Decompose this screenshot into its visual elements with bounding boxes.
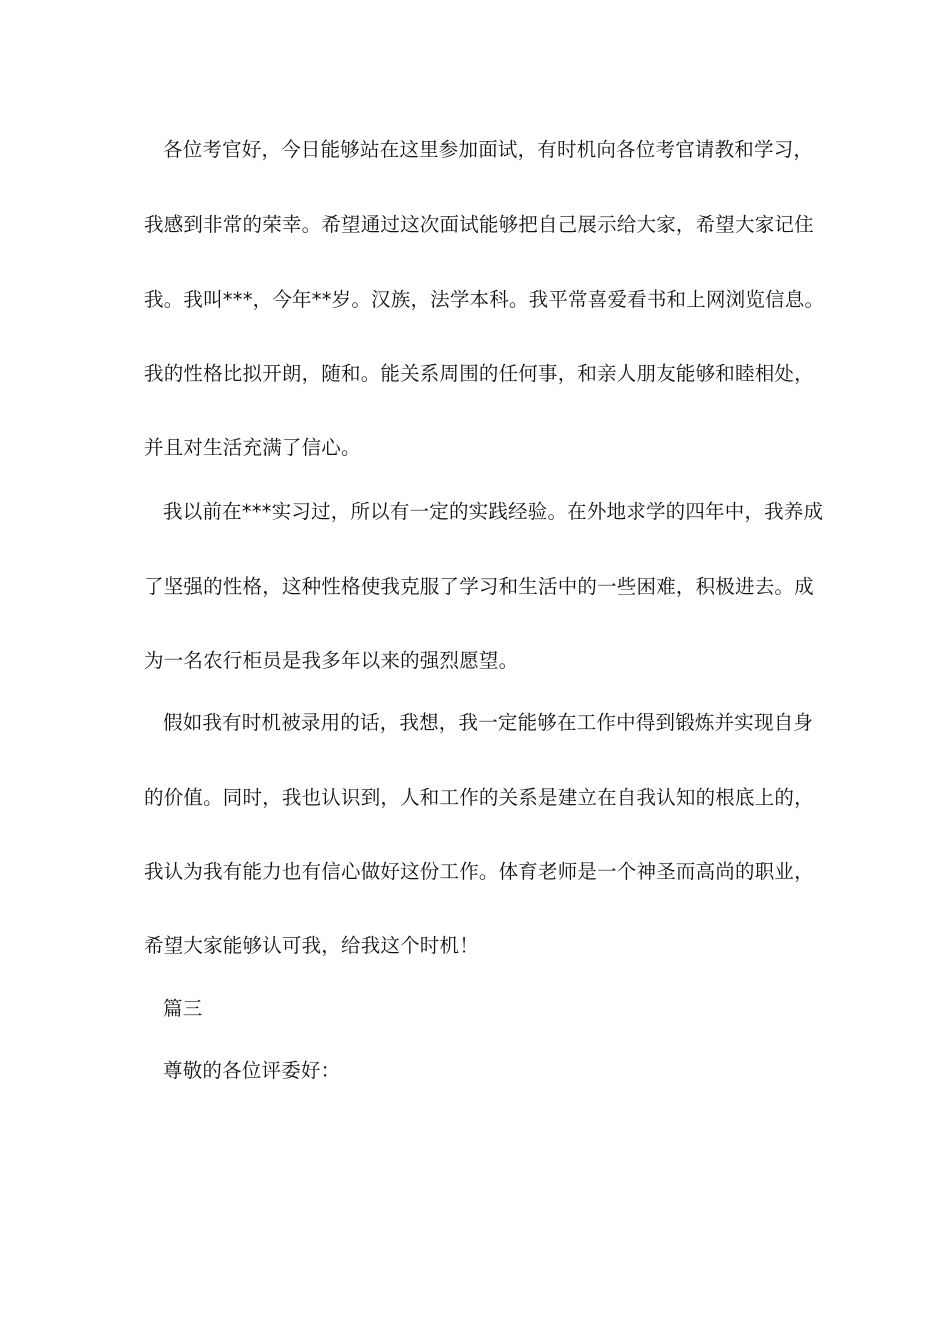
salutation: 尊敬的各位评委好： (163, 1059, 341, 1082)
paragraph-1-line-1: 各位考官好，今日能够站在这里参加面试，有时机向各位考官请教和学习， (163, 138, 814, 161)
section-heading: 篇三 (163, 997, 203, 1020)
paragraph-1-line-5: 并且对生活充满了信心。 (144, 436, 361, 459)
paragraph-2-line-3: 为一名农行柜员是我多年以来的强烈愿望。 (144, 649, 519, 672)
paragraph-3-line-2: 的价值。同时，我也认识到，人和工作的关系是建立在自我认知的根底上的， (144, 786, 814, 809)
paragraph-2-line-2: 了坚强的性格，这种性格使我克服了学习和生活中的一些困难，积极进去。成 (144, 575, 814, 598)
paragraph-1-line-4: 我的性格比拟开朗，随和。能关系周围的任何事，和亲人朋友能够和睦相处， (144, 362, 814, 385)
paragraph-3-line-3: 我认为我有能力也有信心做好这份工作。体育老师是一个神圣而高尚的职业， (144, 860, 814, 883)
paragraph-3-line-4: 希望大家能够认可我，给我这个时机！ (144, 934, 479, 957)
paragraph-3-line-1: 假如我有时机被录用的话，我想，我一定能够在工作中得到锻炼并实现自身 (163, 711, 814, 734)
paragraph-1-line-2: 我感到非常的荣幸。希望通过这次面试能够把自己展示给大家，希望大家记住 (144, 213, 814, 236)
paragraph-2-line-1: 我以前在***实习过，所以有一定的实践经验。在外地求学的四年中，我养成 (163, 500, 824, 523)
paragraph-1-line-3: 我。我叫***，今年**岁。汉族，法学本科。我平常喜爱看书和上网浏览信息。 (144, 288, 825, 311)
